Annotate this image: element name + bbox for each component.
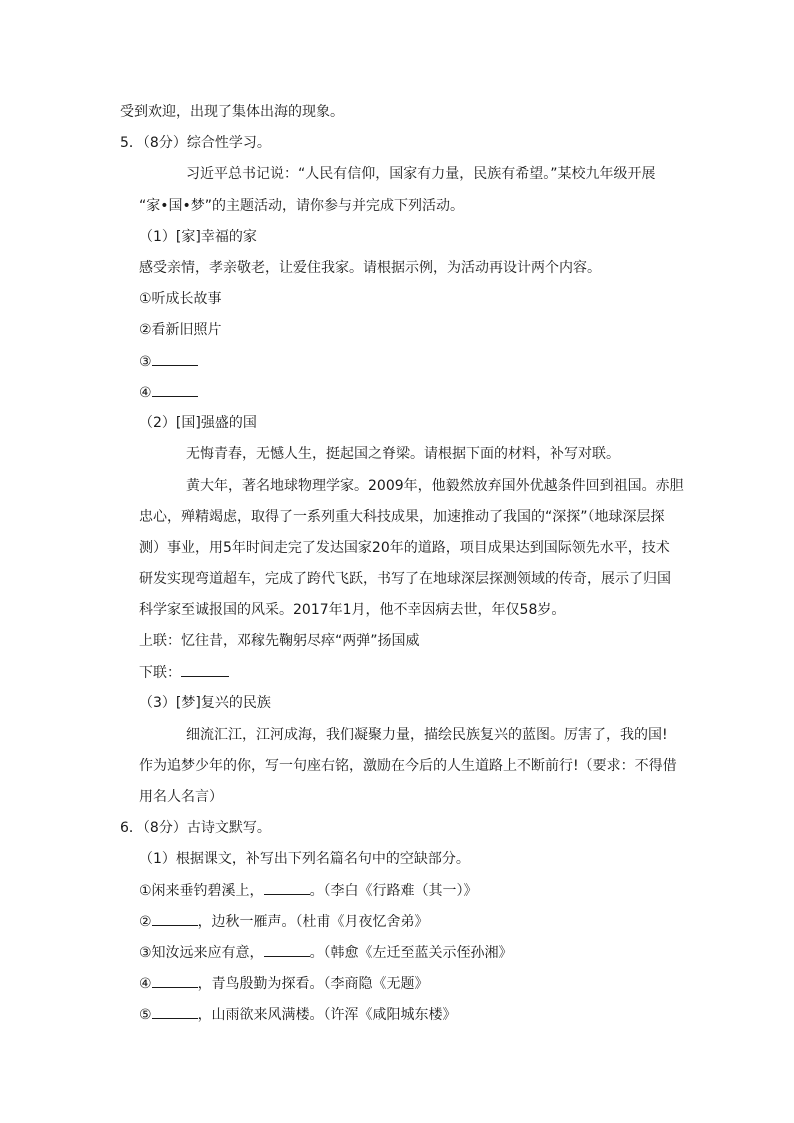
q5-part1-title: （1）[家]幸福的家 — [139, 229, 257, 245]
q5-part1-desc: 感受亲情，孝亲敬老，让爱住我家。请根据示例，为活动再设计两个内容。 — [139, 260, 601, 276]
q5-intro-line-1: 习近平总书记说：“人民有信仰，国家有力量，民族有希望。”某校九年级开展 — [186, 166, 656, 182]
poem-post: 。（韩愈《左迁至蓝关示侄孙湘》 — [309, 945, 513, 961]
q5-part1-item-2: ②看新旧照片 — [139, 322, 222, 338]
poem-post: 。（李白《行路难（其一）》 — [309, 883, 478, 899]
continuation-text: 受到欢迎，出现了集体出海的现象。 — [120, 104, 344, 120]
poem-post: ，青鸟殷勤为探看。（李商隐《无题》 — [197, 976, 429, 992]
material-line-5: 科学家至诚报国的风采。2017年1月，他不幸因病去世，年仅58岁。 — [139, 602, 566, 618]
couplet-lower-label: 下联： — [139, 665, 181, 681]
material-line-1: 黄大年，著名地球物理学家。2009年，他毅然放弃国外优越条件回到祖国。赤胆 — [186, 478, 684, 494]
answer-blank[interactable] — [152, 1004, 198, 1019]
poem-pre: ⑤ — [139, 1007, 152, 1023]
answer-blank[interactable] — [181, 662, 229, 677]
answer-blank[interactable] — [264, 880, 310, 895]
couplet-upper: 上联：忆往昔，邓稼先鞠躬尽瘁“两弹”扬国威 — [139, 633, 420, 649]
q6-sub: （1）根据课文，补写出下列名篇名句中的空缺部分。 — [139, 851, 470, 867]
q6-title: 6．（8分）古诗文默写。 — [120, 820, 271, 836]
item-number: ④ — [139, 385, 152, 401]
poem-post: ，边秋一雁声。（杜甫《月夜忆舍弟》 — [197, 914, 429, 930]
poem-item-2 — [139, 911, 429, 932]
q5-part1-item-1: ①听成长故事 — [139, 291, 222, 307]
poem-pre: ② — [139, 914, 152, 930]
q5-part3-line-1: 细流汇江，江河成海，我们凝聚力量，描绘民族复兴的蓝图。厉害了，我的国! — [186, 727, 668, 743]
couplet-lower — [139, 662, 229, 683]
q5-part2-title: （2）[国]强盛的国 — [139, 415, 257, 431]
q5-title: 5．（8分）综合性学习。 — [120, 135, 271, 151]
poem-post: ，山雨欲来风满楼。（许浑《咸阳城东楼》 — [197, 1007, 457, 1023]
poem-item-1 — [139, 880, 478, 901]
q5-intro-line-2: “家•国•梦”的主题活动，请你参与并完成下列活动。 — [139, 198, 465, 214]
answer-blank[interactable] — [152, 973, 198, 988]
poem-item-3 — [139, 942, 513, 963]
poem-pre: ④ — [139, 976, 152, 992]
q5-part2-desc: 无悔青春，无憾人生，挺起国之脊梁。请根据下面的材料，补写对联。 — [186, 446, 620, 462]
material-line-2: 忠心，殚精竭虑，取得了一系列重大科技成果，加速推动了我国的“深探”（地球深层探 — [139, 509, 665, 525]
q5-part3-line-3: 用名人名言） — [139, 789, 223, 805]
poem-pre: ③知汝远来应有意， — [139, 945, 264, 961]
q5-part3-title: （3）[梦]复兴的民族 — [139, 695, 271, 711]
q5-part3-line-2: 作为追梦少年的你，写一句座右铭，激励在今后的人生道路上不断前行!（要求：不得借 — [139, 758, 677, 774]
q5-part1-item-3 — [139, 351, 198, 372]
item-number: ③ — [139, 354, 152, 370]
answer-blank[interactable] — [152, 351, 198, 366]
answer-blank[interactable] — [264, 942, 310, 957]
material-line-3: 测）事业，用5年时间走完了发达国家20年的道路，项目成果达到国际领先水平，技术 — [139, 540, 670, 556]
answer-blank[interactable] — [152, 382, 198, 397]
poem-pre: ①闲来垂钓碧溪上， — [139, 883, 264, 899]
q5-part1-item-4 — [139, 382, 198, 403]
material-line-4: 研发实现弯道超车，完成了跨代飞跃，书写了在地球深层探测领域的传奇，展示了归国 — [139, 571, 671, 587]
poem-item-5 — [139, 1004, 457, 1025]
poem-item-4 — [139, 973, 429, 994]
answer-blank[interactable] — [152, 911, 198, 926]
